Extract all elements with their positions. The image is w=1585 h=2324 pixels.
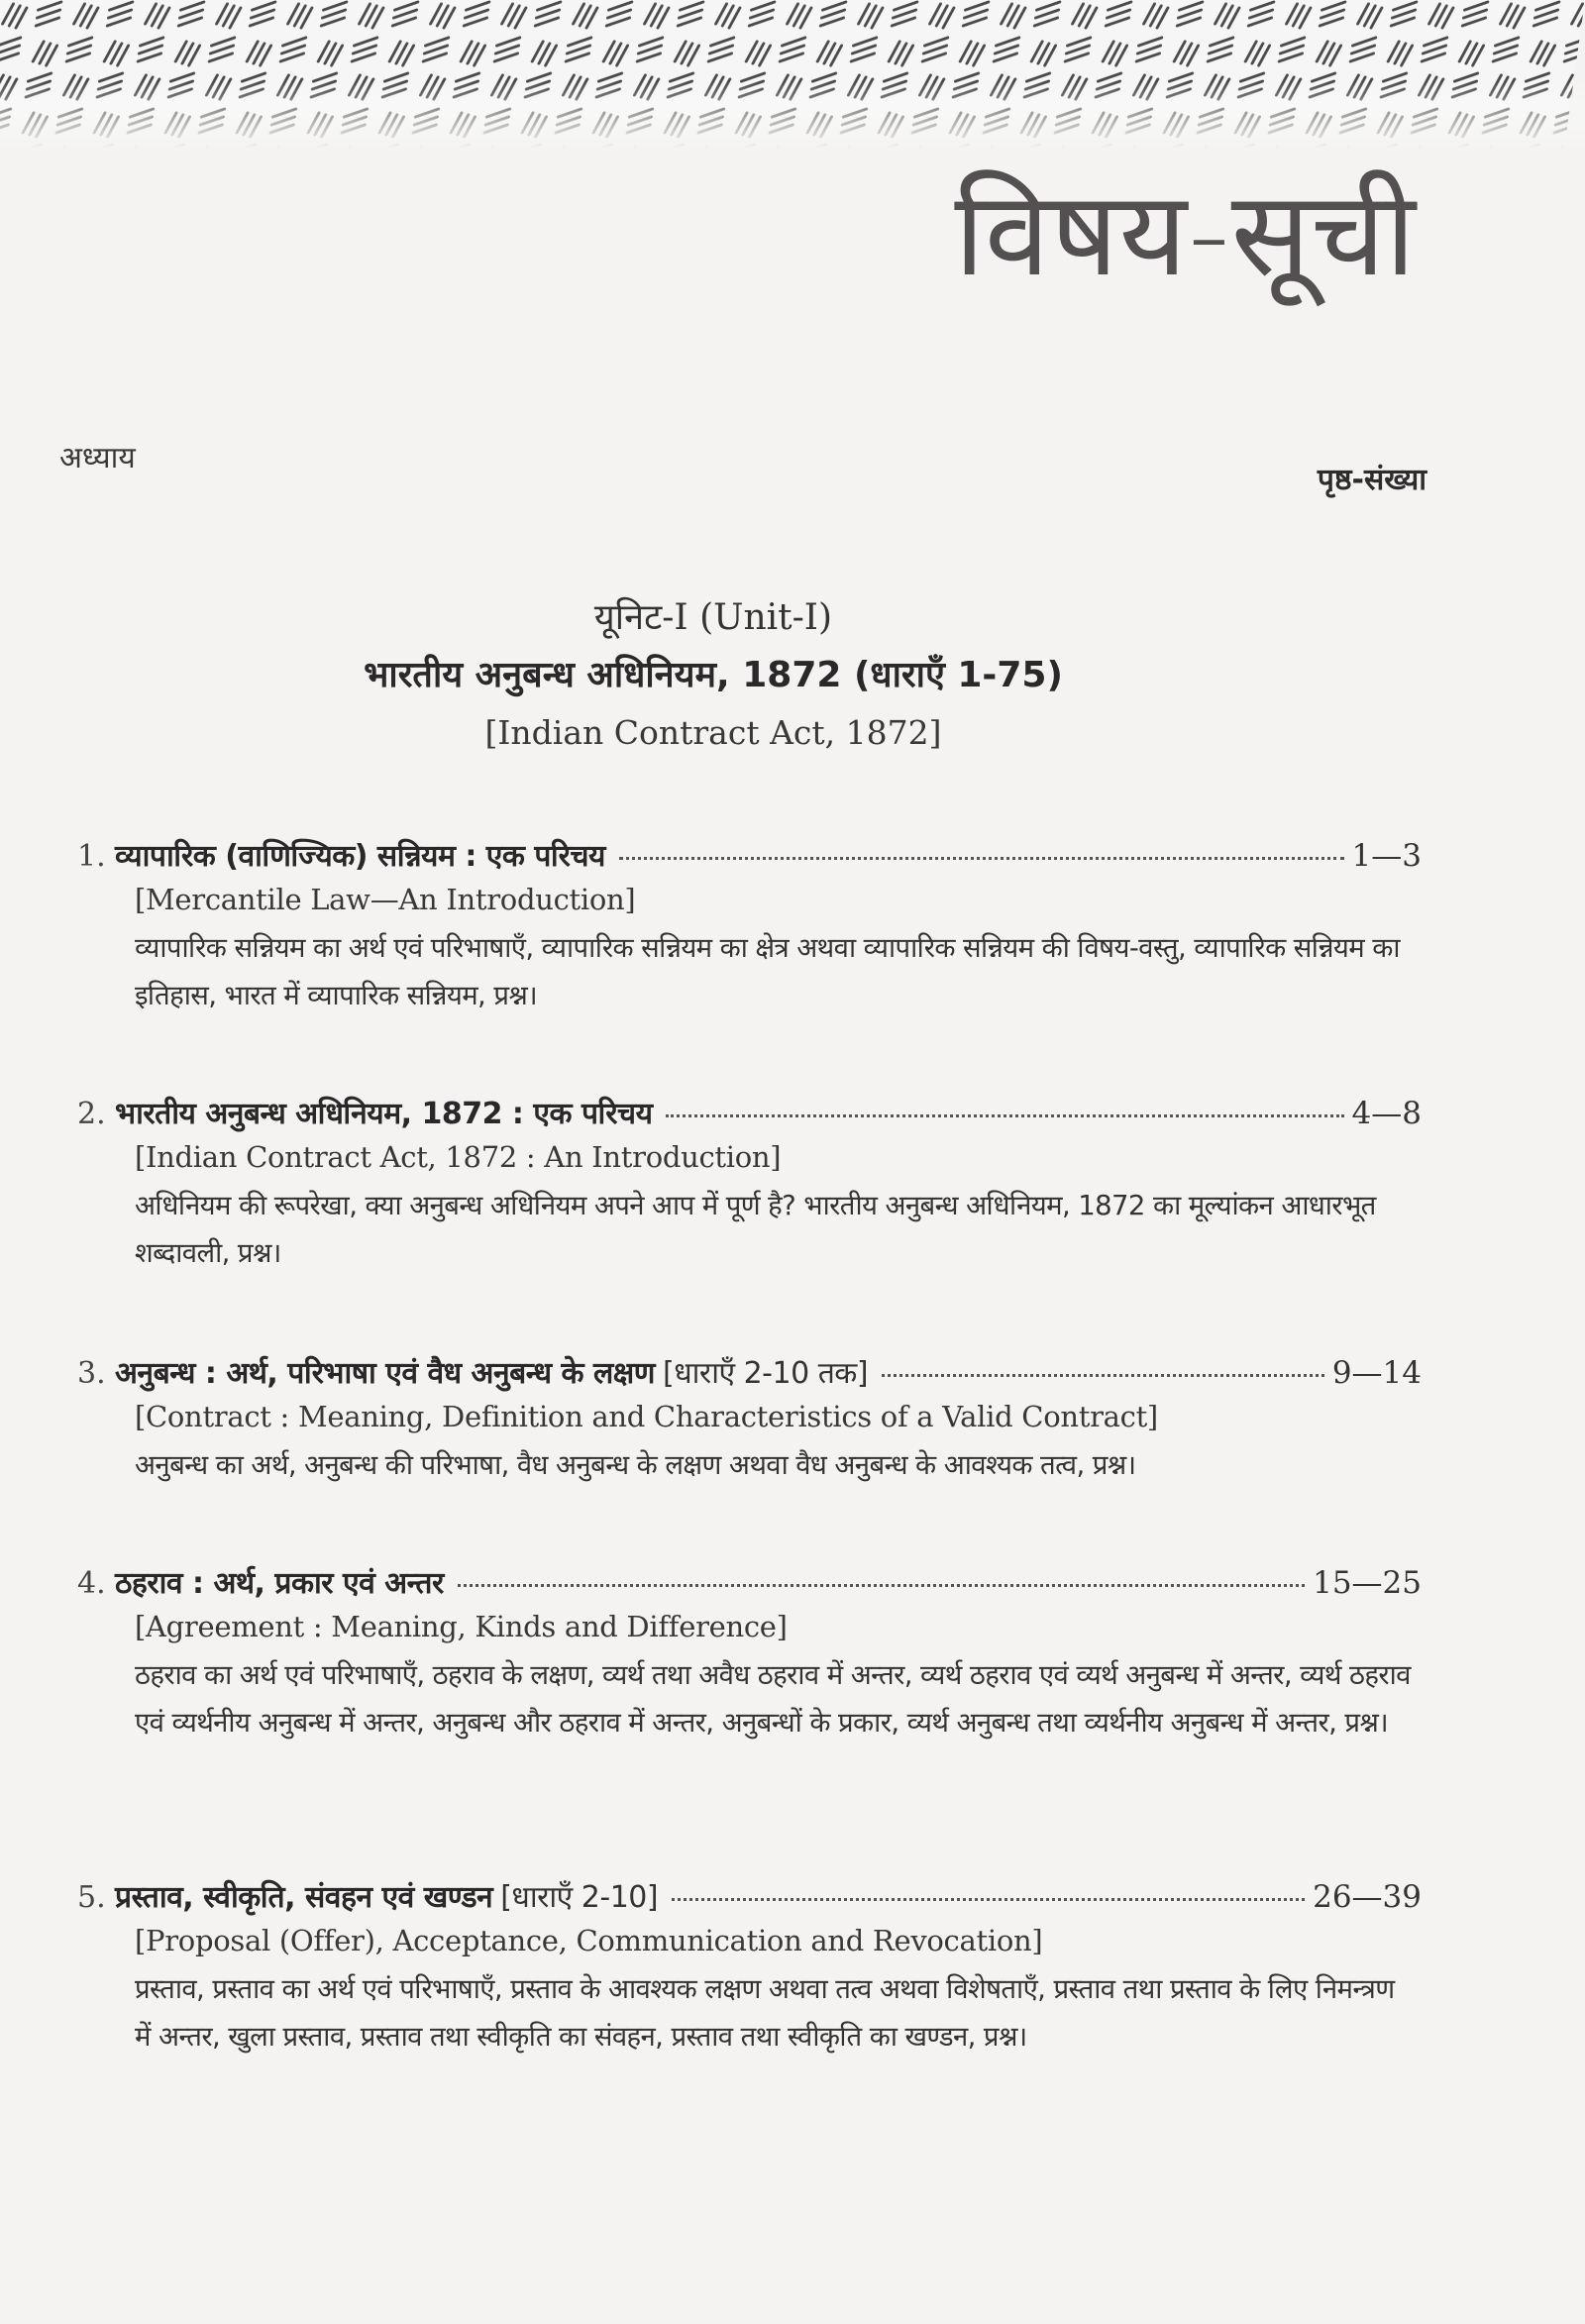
- chapter-description: ठहराव का अर्थ एवं परिभाषाएँ, ठहराव के लक्षण, व्यर्थ तथा अवैध ठहराव में अन्तर, व्यर्थ ठहराव एवं व्यर्थ अनुबन्ध में अन्तर, व्यर्थ ठहराव एवं व्यर्थनीय अनुबन्ध में अन्तर, अनुबन्ध और ठहराव में अन्तर, अनुबन्धों के प्रकार, व्यर्थ अनुबन्ध तथा व्यर्थनीय अनुबन्ध में अन्तर, प्रश्न।: [135, 1659, 1411, 1739]
- chapter-english-title: [Mercantile Law—An Introduction]: [135, 883, 636, 916]
- chapter-pages: 4—8: [1351, 1096, 1422, 1131]
- toc-entry-2[interactable]: [59, 1092, 1422, 1277]
- toc-entry-4[interactable]: [59, 1561, 1422, 1746]
- chapter-pages: 15—25: [1313, 1565, 1422, 1601]
- dot-leader: [458, 1584, 1305, 1587]
- chapter-title[interactable]: अनुबन्ध : अर्थ, परिभाषा एवं वैध अनुबन्ध के लक्षण: [115, 1356, 655, 1391]
- chapter-title[interactable]: ठहराव : अर्थ, प्रकार एवं अन्तर: [115, 1566, 444, 1601]
- dot-leader: [672, 1898, 1305, 1901]
- dot-leader: [619, 857, 1344, 860]
- chapter-english-title: [Proposal (Offer), Acceptance, Communication and Revocation]: [135, 1924, 1043, 1957]
- chapter-title[interactable]: व्यापारिक (वाणिज्यिक) सन्नियम : एक परिचय: [115, 839, 605, 874]
- chapter-pages: 1—3: [1351, 838, 1422, 874]
- chapter-english-title: [Indian Contract Act, 1872 : An Introduction]: [135, 1140, 782, 1174]
- chapter-english-title: [Contract : Meaning, Definition and Characteristics of a Valid Contract]: [135, 1400, 1158, 1433]
- chapter-number: 4.: [77, 1566, 106, 1601]
- chapter-sections-note: [धाराएँ 2-10]: [500, 1880, 659, 1915]
- toc-entry-3[interactable]: [59, 1351, 1422, 1489]
- unit-label: यूनिट-I (Unit-I): [593, 597, 833, 638]
- chapter-column-label: अध्याय: [59, 441, 136, 475]
- chapter-number: 3.: [77, 1356, 106, 1391]
- chapter-pages: 26—39: [1313, 1879, 1422, 1915]
- chapter-number: 1.: [77, 839, 106, 874]
- unit-title: भारतीय अनुबन्ध अधिनियम, 1872 (धाराएँ 1-75): [364, 655, 1063, 695]
- chapter-description: व्यापारिक सन्नियम का अर्थ एवं परिभाषाएँ, व्यापारिक सन्नियम का क्षेत्र अथवा व्यापारिक सन्नियम की विषय-वस्तु, व्यापारिक सन्नियम का इतिहास, भारत में व्यापारिक सन्नियम, प्रश्न।: [135, 932, 1400, 1011]
- unit-subtitle: [Indian Contract Act, 1872]: [484, 713, 942, 752]
- dot-leader: [882, 1374, 1324, 1377]
- page-title: विषय-सूची: [954, 165, 1417, 302]
- chapter-title[interactable]: प्रस्ताव, स्वीकृति, संवहन एवं खण्डन: [115, 1880, 493, 1915]
- page-number-column-label: पृष्ठ-संख्या: [1317, 463, 1426, 497]
- chapter-sections-note: [धाराएँ 2-10 तक]: [663, 1356, 869, 1391]
- chapter-pages: 9—14: [1331, 1355, 1422, 1391]
- chapter-english-title: [Agreement : Meaning, Kinds and Difference]: [135, 1610, 788, 1643]
- chapter-description: अधिनियम की रूपरेखा, क्या अनुबन्ध अधिनियम अपने आप में पूर्ण है? भारतीय अनुबन्ध अधिनियम, 1872 का मूल्यांकन आधारभूत शब्दावली, प्रश्न।: [135, 1190, 1376, 1269]
- toc-entry-1[interactable]: [59, 834, 1422, 1019]
- decorative-header-band: [0, 0, 1585, 149]
- chapter-description: अनुबन्ध का अर्थ, अनुबन्ध की परिभाषा, वैध अनुबन्ध के लक्षण अथवा वैध अनुबन्ध के आवश्यक तत्व, प्रश्न।: [135, 1449, 1136, 1481]
- chapter-number: 5.: [77, 1880, 106, 1915]
- toc-entry-5[interactable]: [59, 1875, 1422, 2060]
- chapter-description: प्रस्ताव, प्रस्ताव का अर्थ एवं परिभाषाएँ, प्रस्ताव के आवश्यक लक्षण अथवा तत्व अथवा विशेषताएँ, प्रस्ताव तथा प्रस्ताव के लिए निमन्त्रण में अन्तर, खुला प्रस्ताव, प्रस्ताव तथा स्वीकृति का संवहन, प्रस्ताव तथा स्वीकृति का खण्डन, प्रश्न।: [135, 1973, 1395, 2053]
- unit-heading: [0, 590, 1426, 761]
- dot-leader: [666, 1114, 1343, 1117]
- chapter-title[interactable]: भारतीय अनुबन्ध अधिनियम, 1872 : एक परिचय: [115, 1097, 653, 1131]
- chapter-number: 2.: [77, 1097, 106, 1131]
